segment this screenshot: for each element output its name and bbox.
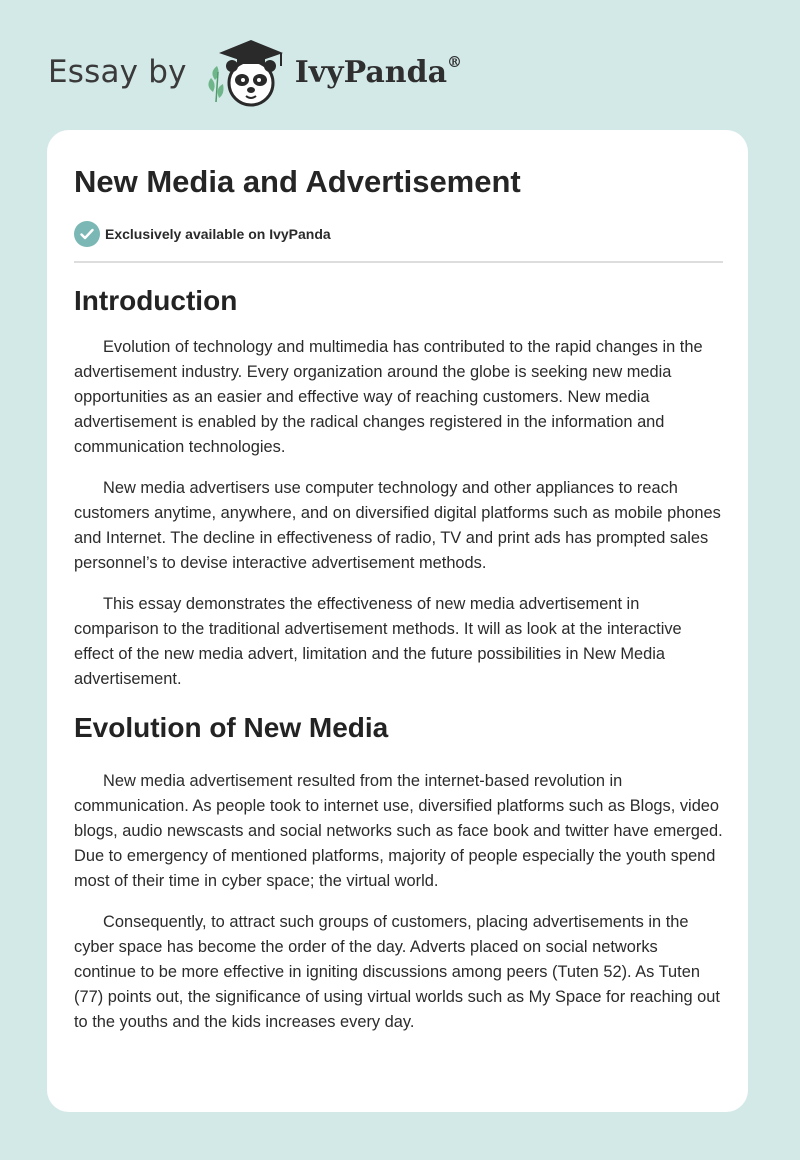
page-title: New Media and Advertisement bbox=[74, 164, 521, 199]
check-icon bbox=[74, 221, 100, 247]
title-divider bbox=[74, 261, 723, 263]
registered-mark: ® bbox=[447, 52, 463, 71]
section-heading-evolution: Evolution of New Media bbox=[74, 712, 389, 743]
essay-by-label: Essay by bbox=[48, 54, 187, 90]
site-header bbox=[48, 36, 508, 108]
paragraph: Consequently, to attract such groups of customers, placing advertisements in the cyber space has become the order of the day. Adverts placed on social networks continue to be more effective in igniting discussions among peers (Tuten 52). As Tuten (77) points out, the significance of using virtual worlds such as My Space for reaching out to the youths and the kids increases every day. bbox=[74, 913, 720, 1031]
essay-card bbox=[47, 130, 748, 1112]
panda-graduate-icon bbox=[201, 36, 291, 108]
paragraph: New media advertisers use computer technology and other appliances to reach customers anytime, anywhere, and on diversified digital platforms such as mobile phones and Internet. The decline in effectiveness of radio, TV and print ads has prompted sales personnel’s to devise interactive advertisement methods. bbox=[74, 479, 721, 572]
essay-body bbox=[74, 280, 724, 1051]
paragraph: New media advertisement resulted from the internet-based revolution in communication. As people took to internet use, diversified platforms such as Blogs, video blogs, audio newscasts and social networks such as face book and twitter have emerged. Due to emergency of mentioned platforms, majority of people especially the youth spend most of their time in cyber space; the virtual world. bbox=[74, 772, 723, 890]
brand-name: IvyPanda® bbox=[294, 52, 463, 90]
exclusive-badge-text: Exclusively available on IvyPanda bbox=[105, 226, 331, 242]
paragraph: This essay demonstrates the effectiveness of new media advertisement in comparison to the traditional advertisement methods. It will as look at the interactive effect of the new media advert, limitation and the future possibilities in New Media advertisement. bbox=[74, 595, 682, 688]
section-heading-introduction: Introduction bbox=[74, 285, 238, 316]
exclusive-badge bbox=[74, 221, 331, 247]
paragraph: Evolution of technology and multimedia has contributed to the rapid changes in the advertisement industry. Every organization around the globe is seeking new media opportunities as an easier and effective way of reaching customers. New media advertisement is enabled by the radical changes registered in the information and communication technologies. bbox=[74, 338, 703, 456]
